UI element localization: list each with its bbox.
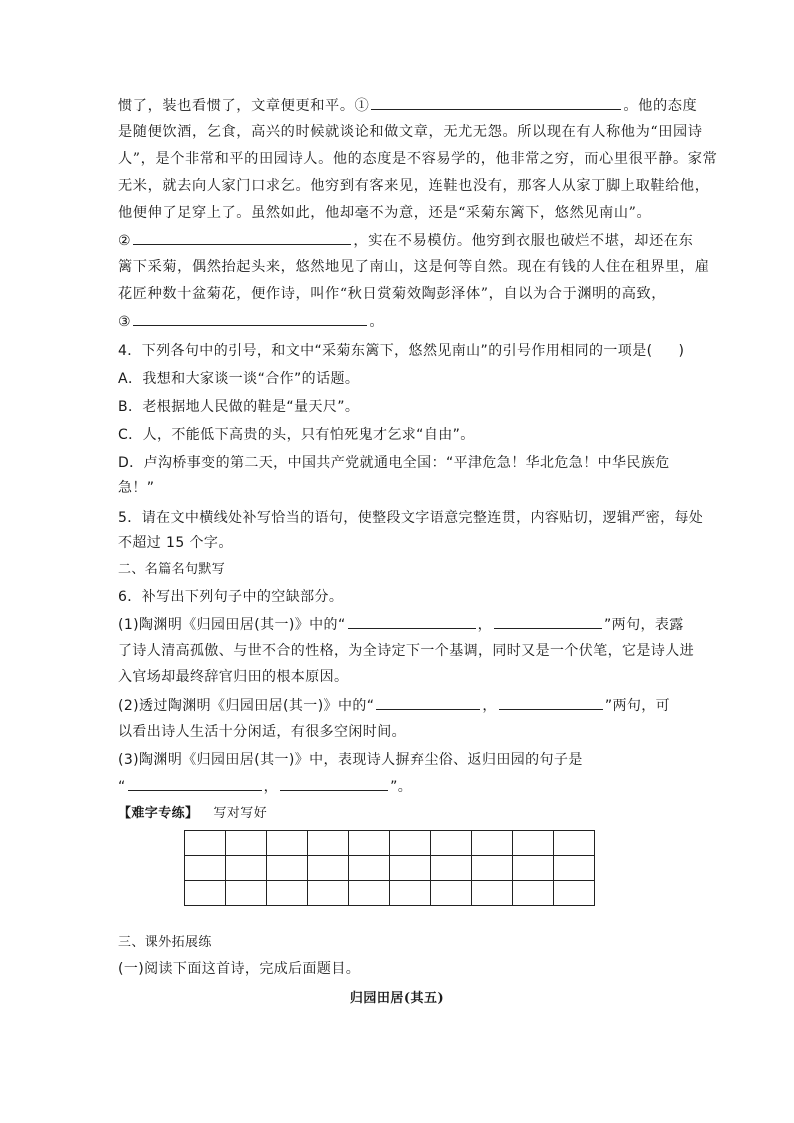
practice-heading (118, 804, 678, 824)
passage-text: ③ (118, 314, 132, 330)
grid-cell[interactable] (554, 856, 595, 881)
question-5-line-2: 不超过 15 个字。 (118, 535, 233, 551)
question-6-1-line-2: 了诗人清高孤傲、与世不合的性格，为全诗定下一个基调，同时又是一个伏笔，它是诗人进 (118, 643, 694, 659)
grid-cell[interactable] (267, 881, 308, 906)
section-2-title: 二、名篇名句默写 (118, 562, 226, 577)
reading-intro: (一)阅读下面这首诗，完成后面题目。 (118, 961, 361, 977)
question-6-1-line-3: 入官场却最终辞官归田的根本原因。 (118, 669, 349, 685)
question-text: ， (482, 698, 497, 714)
option-b: B．老根据地人民做的鞋是“量天尺”。 (118, 399, 360, 415)
grid-cell[interactable] (349, 831, 390, 856)
grid-cell[interactable] (308, 881, 349, 906)
passage-line-4: 无米，就去向人家门口求乞。他穷到有客来见，连鞋也没有，那客人从家丁脚上取鞋给他， (118, 178, 710, 194)
grid-cell[interactable] (267, 831, 308, 856)
passage-text: 惯了，装也看惯了，文章便更和平。① (118, 98, 370, 114)
option-d-line-2: 急！” (118, 480, 155, 496)
practice-title: 写对写好 (213, 806, 268, 821)
grid-cell[interactable] (185, 881, 226, 906)
question-text: (1)陶渊明《归园田居(其一)》中的“ (118, 617, 346, 633)
grid-cell[interactable] (349, 881, 390, 906)
question-text: ”。 (390, 779, 413, 795)
writing-practice-grid (184, 830, 595, 906)
grid-cell[interactable] (431, 831, 472, 856)
question-text: “ (118, 779, 126, 795)
question-text: ”两句，可 (604, 698, 671, 714)
question-text: ”两句，表露 (604, 617, 684, 633)
passage-line-8: 花匠种数十盆菊花，便作诗，叫作“秋日赏菊效陶彭泽体”，自以为合于渊明的高致， (118, 286, 667, 302)
passage-line-9 (118, 311, 678, 332)
passage-text: ，实在不易模仿。他穷到衣服也破烂不堪，却还在东 (353, 233, 694, 249)
grid-cell[interactable] (390, 881, 431, 906)
grid-cell[interactable] (554, 881, 595, 906)
answer-blank-3[interactable] (133, 311, 367, 326)
grid-cell[interactable] (185, 856, 226, 881)
grid-cell[interactable] (472, 881, 513, 906)
passage-text: ② (118, 233, 132, 249)
grid-cell[interactable] (185, 831, 226, 856)
grid-cell[interactable] (513, 831, 554, 856)
grid-row (185, 831, 595, 856)
fill-blank-6-3b[interactable] (280, 776, 388, 791)
question-6-3-line-2 (118, 776, 678, 797)
option-c: C．人，不能低下高贵的头，只有怕死鬼才乞求“自由”。 (118, 427, 475, 443)
question-text: (2)透过陶渊明《归园田居(其一)》中的“ (118, 698, 375, 714)
passage-line-2: 是随便饮酒，乞食，高兴的时候就谈论和做文章，无尤无怨。所以现在有人称他为“田园诗 (118, 124, 703, 140)
grid-cell[interactable] (226, 881, 267, 906)
passage-line-3: 人”，是个非常和平的田园诗人。他的态度是不容易学的，他非常之穷，而心里很平静。家常 (118, 151, 718, 167)
passage-line-7: 篱下采菊，偶然抬起头来，悠然地见了南山，这是何等自然。现在有钱的人住在租界里，雇 (118, 259, 710, 275)
question-text: ， (477, 617, 493, 633)
passage-text: 。他的态度 (623, 98, 698, 114)
fill-blank-6-2b[interactable] (499, 695, 603, 710)
passage-text: 。 (369, 314, 385, 330)
grid-cell[interactable] (431, 881, 472, 906)
grid-cell[interactable] (226, 856, 267, 881)
grid-cell[interactable] (308, 856, 349, 881)
question-text: ) (678, 343, 685, 359)
passage-line-6 (118, 230, 694, 251)
grid-cell[interactable] (431, 856, 472, 881)
question-text: 4．下列各句中的引号，和文中“采菊东篱下，悠然见南山”的引号作用相同的一项是( (118, 343, 653, 359)
grid-cell[interactable] (472, 831, 513, 856)
grid-cell[interactable] (349, 856, 390, 881)
grid-cell[interactable] (308, 831, 349, 856)
fill-blank-6-3a[interactable] (128, 776, 262, 791)
grid-cell[interactable] (390, 831, 431, 856)
option-a: A．我想和大家谈一谈“合作”的话题。 (118, 371, 360, 387)
fill-blank-6-1a[interactable] (348, 614, 476, 629)
grid-cell[interactable] (226, 831, 267, 856)
question-6-2-line-1 (118, 695, 678, 716)
question-text: ， (263, 779, 279, 795)
question-4-stem (118, 341, 685, 361)
fill-blank-6-1b[interactable] (494, 614, 602, 629)
grid-cell[interactable] (513, 881, 554, 906)
grid-cell[interactable] (513, 856, 554, 881)
question-6-1-line-1 (118, 614, 684, 635)
question-6-2-line-2: 以看出诗人生活十分闲适，有很多空闲时间。 (118, 724, 406, 740)
grid-cell[interactable] (554, 831, 595, 856)
question-6-3-line-1: (3)陶渊明《归园田居(其一)》中，表现诗人摒弃尘俗、返归田园的句子是 (118, 752, 583, 768)
question-5-line-1: 5．请在文中横线处补写恰当的语句，使整段文字语意完整连贯，内容贴切，逻辑严密，每处 (118, 510, 704, 526)
fill-blank-6-2a[interactable] (376, 695, 480, 710)
option-d-line-1: D．卢沟桥事变的第二天，中国共产党就通电全国：“平津危急！华北危急！中华民族危 (118, 455, 670, 471)
passage-line-5: 他便伸了足穿上了。虽然如此，他却毫不为意，还是“采菊东篱下，悠然见南山”。 (118, 205, 652, 221)
poem-title: 归园田居(其五) (349, 991, 445, 1006)
practice-label: 【难字专练】 (118, 806, 199, 821)
grid-row (185, 856, 595, 881)
section-3-title: 三、课外拓展练 (118, 935, 212, 950)
answer-blank-2[interactable] (133, 230, 351, 245)
grid-row (185, 881, 595, 906)
grid-cell[interactable] (390, 856, 431, 881)
grid-cell[interactable] (267, 856, 308, 881)
grid-cell[interactable] (472, 856, 513, 881)
answer-blank-1[interactable] (371, 95, 621, 110)
question-6-stem: 6．补写出下列句子中的空缺部分。 (118, 589, 344, 605)
passage-line-1 (118, 95, 698, 116)
